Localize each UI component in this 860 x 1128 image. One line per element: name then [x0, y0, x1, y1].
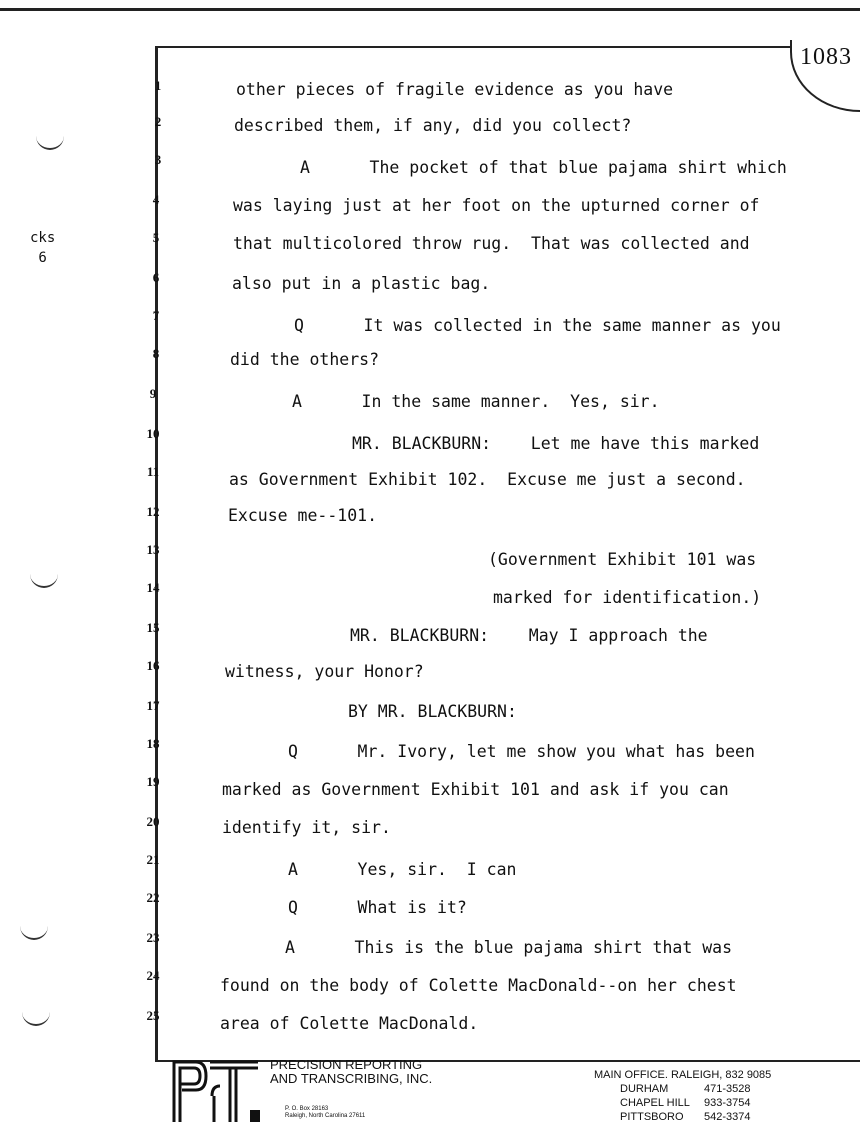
transcript-line: A This is the blue pajama shirt that was	[285, 938, 733, 957]
margin-tick-mark	[20, 924, 48, 940]
line-number: 1	[154, 78, 162, 93]
transcript-line: other pieces of fragile evidence as you have	[236, 80, 674, 99]
line-number: 11	[146, 464, 160, 479]
office-phone: 471-3528	[704, 1083, 751, 1095]
top-rule	[0, 8, 860, 11]
transcript-line: MR. BLACKBURN: May I approach the	[350, 626, 708, 645]
firm-address	[285, 1106, 365, 1120]
transcript-line: marked for identification.)	[493, 588, 762, 607]
line-number: 4	[152, 192, 160, 207]
transcript-line: Q What is it?	[288, 898, 467, 917]
office-phone: 542-3374	[704, 1111, 751, 1123]
line-number: 9	[149, 386, 157, 401]
margin-tick-mark	[36, 134, 64, 150]
office-list	[594, 1082, 771, 1124]
firm-name	[270, 1058, 432, 1086]
transcript-line: found on the body of Colette MacDonald--on her chest	[220, 976, 737, 995]
transcript-line: as Government Exhibit 102. Excuse me just a second.	[229, 470, 746, 489]
line-number: 7	[152, 308, 160, 323]
transcript-line: also put in a plastic bag.	[232, 274, 491, 293]
line-number: 15	[146, 620, 160, 635]
line-number: 21	[146, 852, 160, 867]
transcript-line: identify it, sir.	[222, 818, 391, 837]
line-number: 13	[146, 542, 160, 557]
office-city: PITTSBORO	[620, 1111, 684, 1123]
main-office: MAIN OFFICE. RALEIGH, 832 9085	[594, 1069, 772, 1081]
transcript-line: Q Mr. Ivory, let me show you what has been	[288, 742, 755, 761]
office-row	[594, 1096, 771, 1110]
line-number: 5	[152, 230, 160, 245]
line-number: 10	[146, 426, 160, 441]
transcript-line: witness, your Honor?	[225, 662, 424, 681]
transcript-line: did the others?	[230, 350, 380, 369]
firm-name-line1: PRECISION REPORTING	[270, 1057, 423, 1072]
line-number: 6	[152, 270, 160, 285]
transcript-line: Q It was collected in the same manner as you	[294, 316, 781, 335]
firm-address-line1: P. O. Box 28163	[285, 1106, 329, 1112]
transcript-line: A Yes, sir. I can	[288, 860, 517, 879]
office-city: DURHAM	[620, 1083, 669, 1095]
transcript-line: A In the same manner. Yes, sir.	[292, 392, 660, 411]
line-number: 18	[146, 736, 160, 751]
office-city: CHAPEL HILL	[620, 1097, 690, 1109]
office-row	[594, 1110, 771, 1124]
line-number: 2	[154, 114, 162, 129]
line-number: 19	[146, 774, 160, 789]
transcript-line: (Government Exhibit 101 was	[488, 550, 757, 569]
firm-address-line2: Raleigh, North Carolina 27611	[285, 1113, 366, 1119]
office-phone: 933-3754	[704, 1097, 751, 1109]
line-number: 20	[146, 814, 160, 829]
page-number: 1083	[800, 44, 852, 70]
line-number: 8	[152, 346, 160, 361]
line-number: 24	[146, 968, 160, 983]
margin-tick-mark	[22, 1010, 50, 1026]
line-number: 12	[146, 504, 160, 519]
firm-name-line2: AND TRANSCRIBING, INC.	[270, 1071, 433, 1086]
margin-note-initials: cks	[30, 230, 56, 246]
margin-note	[30, 228, 55, 268]
line-number: 23	[146, 930, 160, 945]
line-number: 25	[146, 1008, 160, 1023]
line-number: 17	[146, 698, 160, 713]
transcript-line: A The pocket of that blue pajama shirt which	[300, 158, 787, 177]
line-number: 16	[146, 658, 160, 673]
transcript-line: MR. BLACKBURN: Let me have this marked	[352, 434, 760, 453]
transcript-line: area of Colette MacDonald.	[220, 1014, 479, 1033]
pt-logo-icon	[170, 1056, 262, 1124]
margin-note-number: 6	[38, 250, 47, 266]
transcript-line: was laying just at her foot on the upturned corner of	[233, 196, 760, 215]
line-number: 3	[154, 152, 162, 167]
transcript-line: marked as Government Exhibit 101 and ask if you can	[222, 780, 729, 799]
margin-tick-mark	[30, 572, 58, 588]
transcript-line: BY MR. BLACKBURN:	[348, 702, 517, 721]
transcript-line: that multicolored throw rug. That was collected and	[233, 234, 750, 253]
office-directory	[594, 1068, 771, 1124]
transcript-line: Excuse me--101.	[228, 506, 378, 525]
line-number: 22	[146, 890, 160, 905]
office-row	[594, 1082, 771, 1096]
transcript-line: described them, if any, did you collect?	[234, 116, 632, 135]
line-number: 14	[146, 580, 160, 595]
